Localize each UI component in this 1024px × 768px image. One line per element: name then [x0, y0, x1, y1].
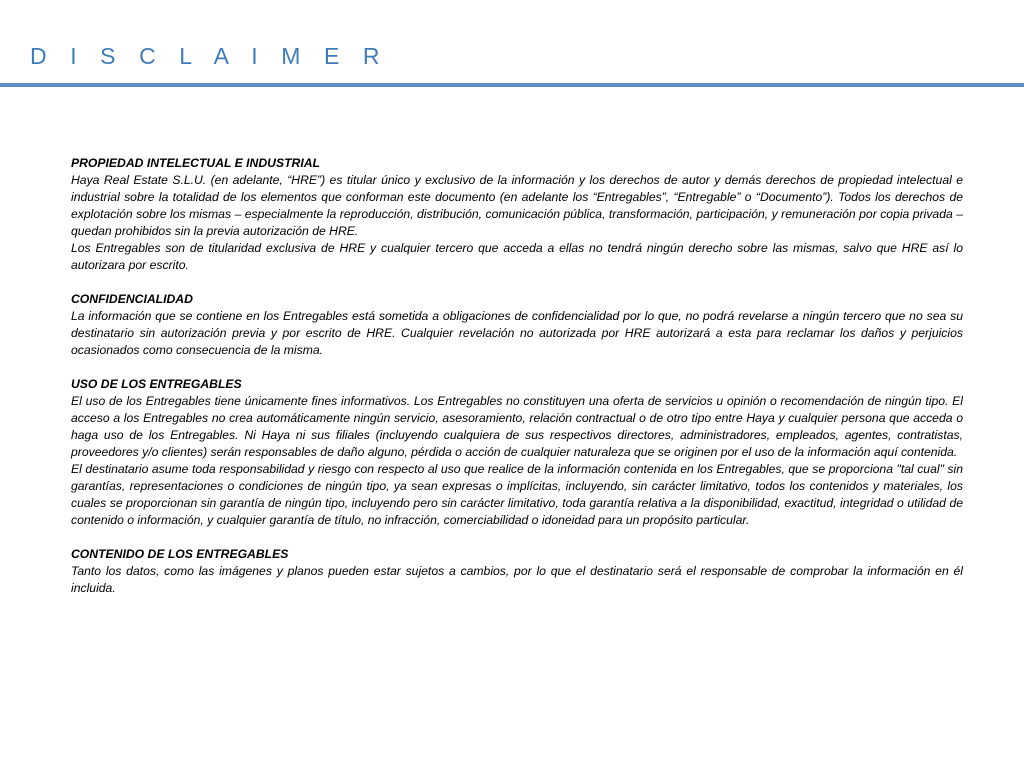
- disclaimer-body: [71, 155, 963, 597]
- section-paragraph: El destinatario asume toda responsabilidad y riesgo con respecto al uso que realice de la información contenida en los Entregables, que se proporciona "tal cual" sin garantías, representaciones o condiciones de ningún tipo, ya sean expresas o implícitas, incluyendo, sin carácter limitativo, todos los contenidos y materiales, los cuales se proporcionan sin garantía de ningún tipo, incluyendo pero sin carácter limitativo, toda garantía relativa a la disponibilidad, exactitud, integridad o utilidad de contenido o información, y cualquier garantía de título, no infracción, comerciabilidad o idoneidad para un propósito particular.: [71, 462, 963, 527]
- section-paragraph: Los Entregables son de titularidad exclusiva de HRE y cualquier tercero que acceda a ellas no tendrá ningún derecho sobre las mismas, salvo que HRE así lo autorizara por escrito.: [71, 241, 963, 272]
- section-paragraph: Tanto los datos, como las imágenes y planos pueden estar sujetos a cambios, por lo que el destinatario será el responsable de comprobar la información en él incluida.: [71, 564, 963, 595]
- section-intellectual-property: [71, 155, 963, 274]
- section-use-of-deliverables: [71, 376, 963, 529]
- section-heading: CONFIDENCIALIDAD: [71, 292, 193, 306]
- page-title: D I S C L A I M E R: [30, 43, 389, 69]
- section-paragraph: El uso de los Entregables tiene únicamente fines informativos. Los Entregables no constituyen una oferta de servicios u opinión o recomendación de ningún tipo. El acceso a los Entregables no crea automáticamente ningún servicio, asesoramiento, relación contractual o de otro tipo entre Haya y cualquier persona que acceda o haga uso de los Entregables. Ni Haya ni sus filiales (incluyendo cualquiera de sus respectivos directores, administradores, empleados, agentes, contratistas, proveedores y/o clientes) serán responsables de daño alguno, pérdida o acción de cualquier naturaleza que se originen por el uso de la información aquí contenida.: [71, 394, 963, 459]
- title-divider: [0, 83, 1024, 87]
- section-confidentiality: [71, 291, 963, 359]
- section-heading: USO DE LOS ENTREGABLES: [71, 377, 242, 391]
- section-heading: CONTENIDO DE LOS ENTREGABLES: [71, 547, 289, 561]
- section-deliverables-content: [71, 546, 963, 597]
- section-paragraph: La información que se contiene en los Entregables está sometida a obligaciones de confidencialidad por lo que, no podrá revelarse a ningún tercero que no sea su destinatario sin autorización previa y por escrito de HRE. Cualquier revelación no autorizada por HRE autorizará a esta para reclamar los daños y perjuicios ocasionados como consecuencia de la misma.: [71, 309, 963, 357]
- section-heading: PROPIEDAD INTELECTUAL E INDUSTRIAL: [71, 156, 320, 170]
- section-paragraph: Haya Real Estate S.L.U. (en adelante, “HRE”) es titular único y exclusivo de la información y los derechos de autor y demás derechos de propiedad intelectual e industrial sobre la totalidad de los elementos que conforman este documento (en adelante los “Entregables”, “Entregable” o “Documento”). Todos los derechos de explotación sobre los mismas – especialmente la reproducción, distribución, comunicación pública, transformación, participación, y remuneración por copia privada – quedan prohibidos sin la previa autorización de HRE.: [71, 173, 963, 238]
